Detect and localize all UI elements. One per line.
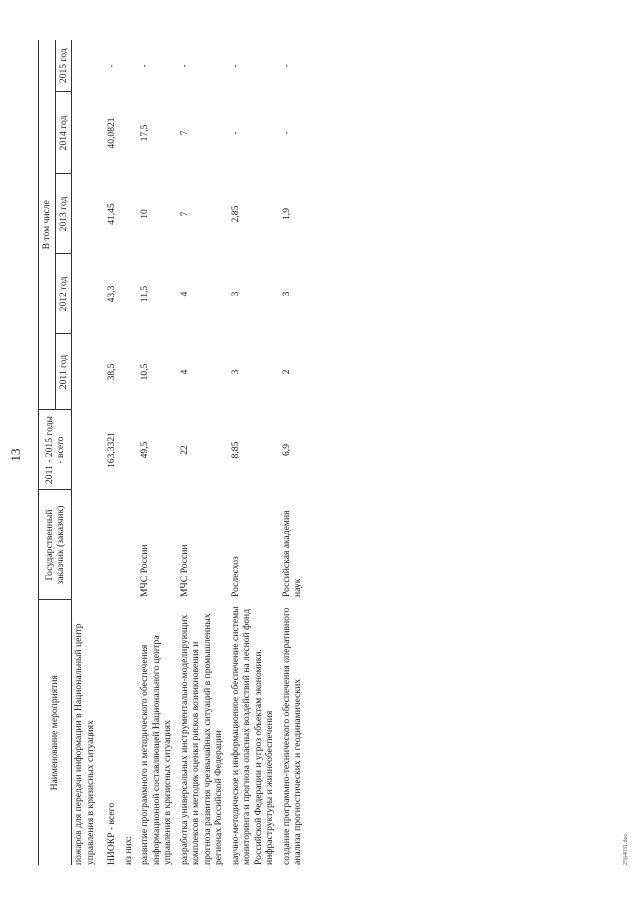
header-name: Наименование мероприятия	[39, 600, 72, 865]
row-value-2011: 3	[229, 369, 241, 375]
row-value-2013	[72, 174, 101, 254]
row-value-2011: 2	[280, 369, 292, 375]
row-customer: Рослесхоз	[229, 556, 241, 597]
row-value-2013: 41,45	[106, 203, 117, 225]
row-name: развитие программного и методического обеспечения информационной составляющей Национального центра управления в кризисных ситуациях	[139, 635, 173, 865]
row-value-2012: 43,3	[106, 285, 117, 303]
table-row	[229, 40, 280, 865]
row-value-2011	[72, 334, 101, 410]
row-value-2015: -	[280, 64, 292, 68]
row-value-2015: -	[106, 64, 117, 68]
row-value-2012: 3	[280, 291, 292, 297]
row-total: 8,85	[229, 441, 241, 459]
row-value-2012: 4	[178, 291, 190, 297]
row-value-2015: -	[178, 64, 190, 68]
row-customer	[122, 490, 139, 600]
footer-doc-code: 2564031.doc	[623, 833, 629, 865]
row-value-2011	[122, 334, 139, 410]
row-value-2012: 11,5	[139, 285, 150, 303]
row-total: 49,5	[139, 441, 150, 459]
page-number: 13	[8, 448, 23, 462]
row-value-2011: 38,5	[106, 363, 117, 381]
row-value-2014: -	[280, 131, 292, 135]
row-value-2013: 1,9	[280, 208, 292, 220]
row-value-2015	[122, 40, 139, 92]
row-value-2013	[122, 174, 139, 254]
table-row	[100, 40, 122, 865]
table-header-row	[39, 40, 56, 865]
row-value-2012: 3	[229, 291, 241, 297]
row-value-2012	[72, 254, 101, 334]
table-row	[138, 40, 178, 865]
row-customer: Российская академия наук	[280, 510, 303, 597]
row-name: создание программно-технического обеспечения оперативного анализа прогностических и геодинамических	[280, 607, 303, 865]
row-value-2014	[122, 92, 139, 174]
row-value-2011: 4	[178, 369, 190, 375]
table-row	[280, 40, 308, 865]
row-value-2015: -	[139, 64, 150, 68]
header-year-2013: 2013 год	[55, 174, 72, 254]
row-value-2014: -	[229, 131, 241, 135]
row-value-2015	[72, 40, 101, 92]
row-value-2013: 2,85	[229, 205, 241, 223]
header-year-2015: 2015 год	[55, 40, 72, 92]
budget-table	[38, 40, 308, 865]
row-total: 6,9	[280, 444, 292, 456]
row-customer: МЧС России	[139, 544, 150, 597]
row-value-2015: -	[229, 64, 241, 68]
row-value-2014: 17,5	[139, 124, 150, 142]
row-customer	[72, 490, 101, 600]
header-year-2014: 2014 год	[55, 92, 72, 174]
row-customer	[100, 490, 122, 600]
row-value-2012	[122, 254, 139, 334]
table-row	[178, 40, 229, 865]
row-name: разработка универсальных инструментально-моделирующих комплексов и методик оценки рисков возникновения и прогноза развития чрезвычайных ситуаций в промышленных регионах Российской Федерации	[178, 613, 224, 865]
row-name: научно-методическое и информационное обеспечение системы мониторинга и прогноза опасных воздействий на лесной фонд Российской Федерации и угроз объектам экономики, инфраструктуры и жизнеобеспечения	[229, 606, 275, 865]
header-year-2011: 2011 год	[55, 334, 72, 410]
row-name: пожаров для передачи информации в Национальный центр управления в кризисных ситуациях	[73, 623, 96, 865]
row-value-2014: 7	[178, 130, 190, 136]
row-name: НИОКР - всего	[106, 802, 117, 865]
row-total: 163,3321	[106, 432, 117, 468]
row-value-2014: 40,0821	[106, 117, 117, 149]
header-customer: Государственный заказчик (заказчик)	[39, 490, 72, 600]
header-including: В том числе	[39, 40, 56, 410]
header-year-2012: 2012 год	[55, 254, 72, 334]
row-value-2014	[72, 92, 101, 174]
row-value-2013: 7	[178, 211, 190, 217]
table-row	[122, 40, 139, 865]
row-total	[72, 410, 101, 490]
row-value-2011: 10,5	[139, 363, 150, 381]
row-customer: МЧС России	[178, 544, 190, 597]
row-total: 22	[178, 445, 190, 455]
row-name: из них:	[122, 835, 134, 865]
row-total	[122, 410, 139, 490]
row-value-2013: 10	[139, 209, 150, 219]
table-row	[72, 40, 101, 865]
header-total: 2011 - 2015 годы - всего	[39, 410, 72, 490]
